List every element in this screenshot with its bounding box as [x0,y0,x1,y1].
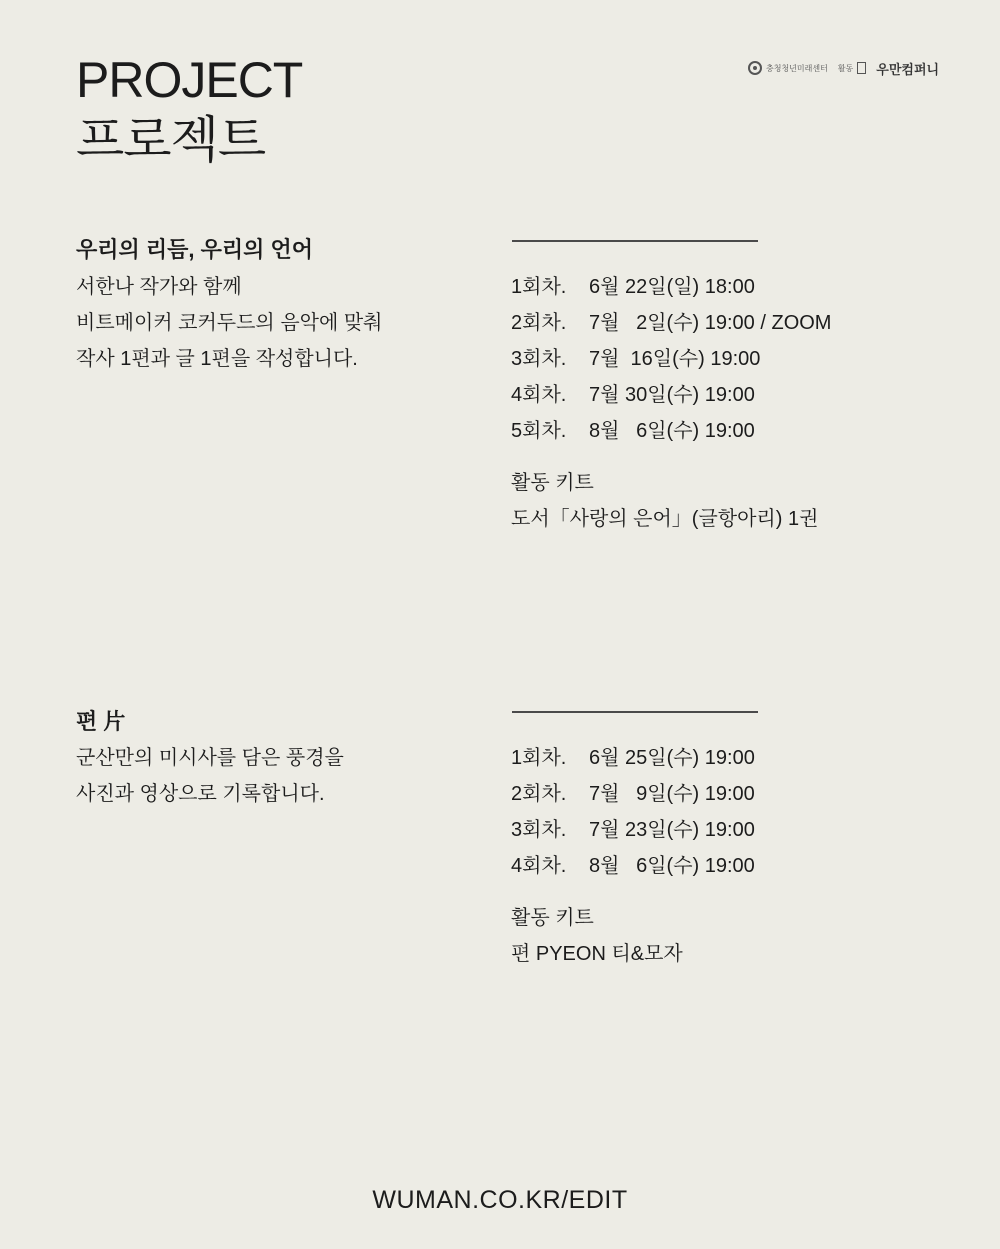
partner-logo-1 [748,61,828,75]
schedule-time: 7월 2일(수) 19:00 / ZOOM [589,312,832,334]
project-description-line: 비트메이커 코커두드의 음악에 맞춰 [76,312,383,334]
schedule-time: 6월 25일(수) 19:00 [589,747,755,769]
project-description-line: 작사 1편과 글 1편을 작성합니다. [76,348,358,370]
schedule-time: 6월 22일(일) 18:00 [589,276,755,298]
page-title-ko: 프로젝트 [76,112,266,168]
schedule-row [511,779,755,809]
partner-logo-3: 우만컴퍼니 [876,61,940,77]
kit-label: 활동 키트 [511,472,594,494]
section-divider [512,240,758,242]
partner-logo-2-label: 활동 [837,63,854,73]
schedule-round: 4회차. [511,855,567,877]
footer-url-link[interactable]: WUMAN.CO.KR/EDIT [372,1186,628,1214]
schedule-time: 8월 6일(수) 19:00 [589,855,755,877]
partner-logo-1-label: 충청청년미래센터 [766,63,828,73]
schedule-row [511,272,755,302]
schedule-time: 8월 6일(수) 19:00 [589,420,755,442]
schedule-round: 2회차. [511,783,567,805]
schedule-row [511,815,755,845]
partner-logo-2 [838,62,866,74]
project-title: 편 片 [76,709,126,734]
schedule-round: 3회차. [511,819,567,841]
project-description-line: 사진과 영상으로 기록합니다. [76,783,325,805]
kit-label: 활동 키트 [511,907,594,929]
project-title: 우리의 리듬, 우리의 언어 [76,237,313,262]
seal-icon [748,61,762,75]
schedule-row [511,851,755,881]
schedule-round: 5회차. [511,420,567,442]
schedule-row [511,308,831,338]
schedule-round: 1회차. [511,747,567,769]
schedule-row [511,344,760,374]
page-title-en: PROJECT [76,52,303,108]
schedule-round: 3회차. [511,348,567,370]
schedule-round: 4회차. [511,384,567,406]
schedule-time: 7월 9일(수) 19:00 [589,783,755,805]
schedule-row [511,416,755,446]
schedule-row [511,743,755,773]
building-icon [857,62,866,74]
schedule-round: 1회차. [511,276,567,298]
project-description-line: 군산만의 미시사를 담은 풍경을 [76,747,344,769]
schedule-row [511,380,755,410]
partner-logos [748,58,939,78]
schedule-time: 7월 23일(수) 19:00 [589,819,755,841]
kit-item: 도서「사랑의 은어」(글항아리) 1권 [511,508,819,530]
section-divider [512,711,758,713]
schedule-round: 2회차. [511,312,567,334]
project-description-line: 서한나 작가와 함께 [76,276,242,298]
kit-item: 편 PYEON 티&모자 [511,943,683,965]
schedule-time: 7월 30일(수) 19:00 [589,384,755,406]
schedule-time: 7월 16일(수) 19:00 [589,348,761,370]
